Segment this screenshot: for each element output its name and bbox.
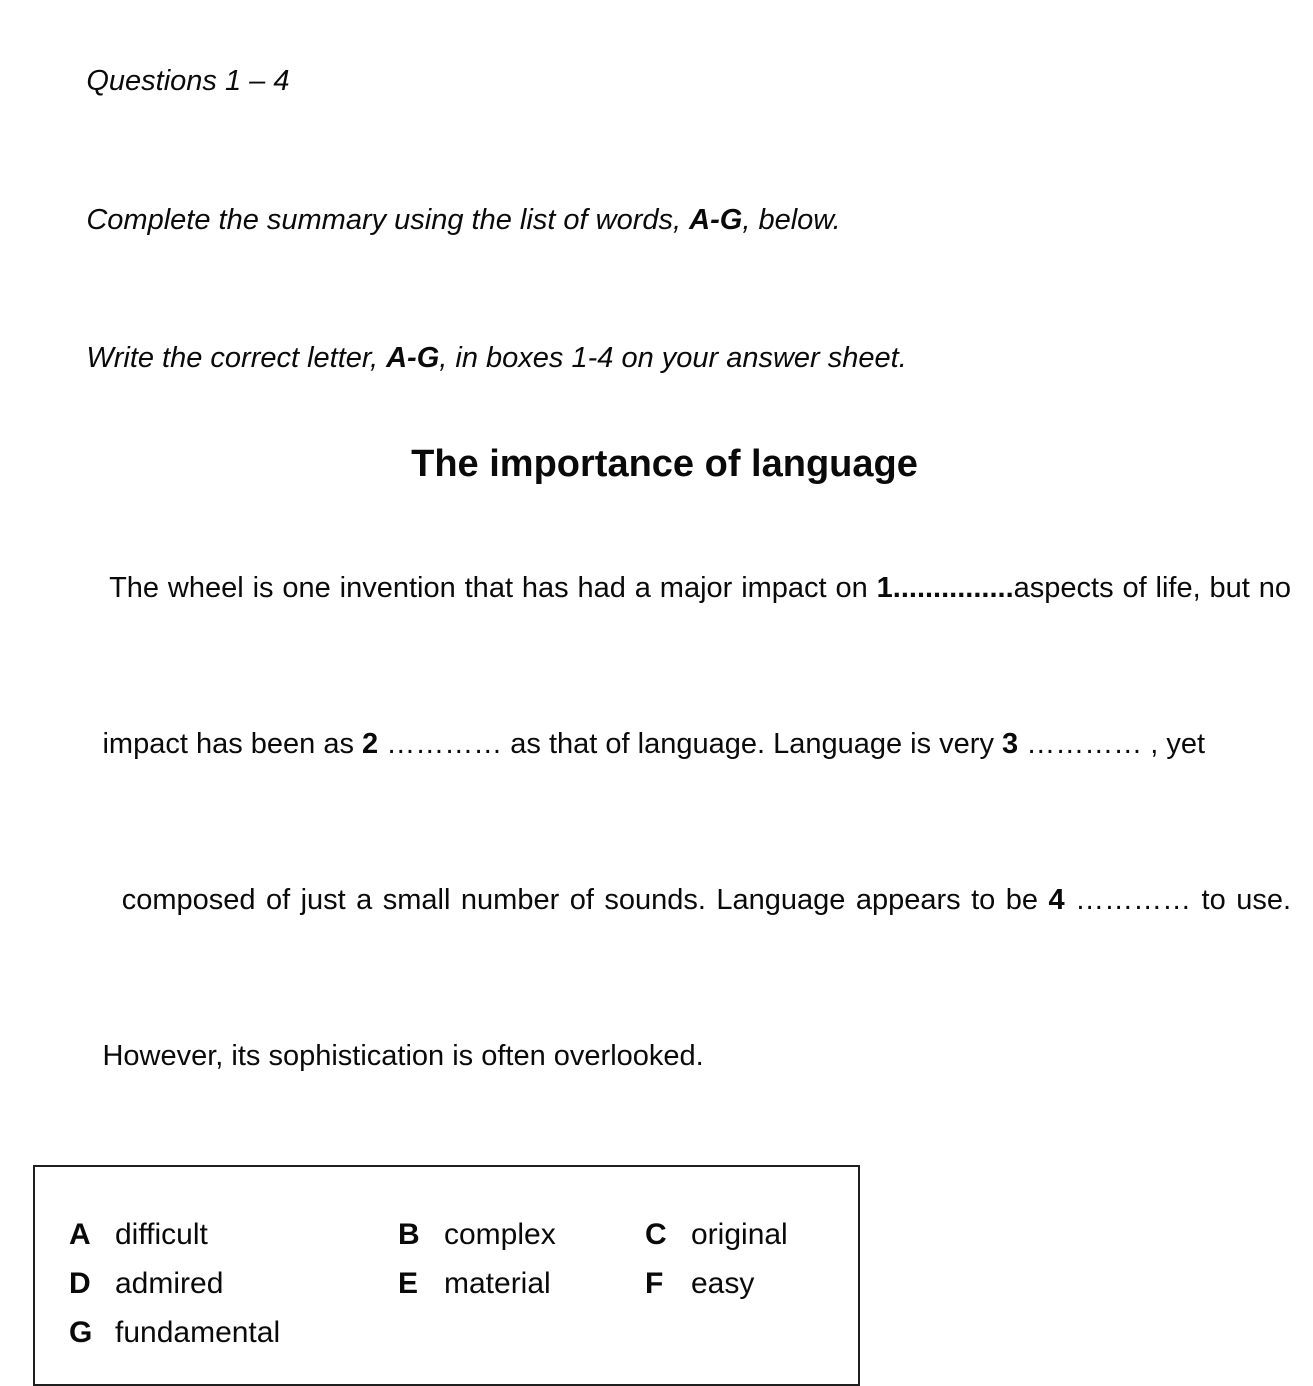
line1-text: The wheel is one invention that has had a major impact on	[109, 572, 877, 604]
option-letter: A	[69, 1218, 91, 1251]
option-word: material	[444, 1267, 551, 1300]
line3-text-end: ………… to use.	[1064, 884, 1292, 916]
word-option-f	[645, 1259, 858, 1308]
option-word: easy	[691, 1267, 755, 1300]
questions-range-heading	[38, 30, 1291, 132]
instruction-complete-summary	[38, 169, 1291, 271]
instruction-write-pre: Write the correct letter,	[86, 342, 387, 374]
question-section	[38, 30, 1291, 1386]
word-option-c	[645, 1210, 858, 1259]
option-letter: B	[398, 1218, 420, 1251]
instruction-complete-letter-range: A-G	[689, 204, 743, 236]
option-letter: D	[69, 1267, 91, 1300]
option-word: admired	[115, 1267, 224, 1300]
line2-text: impact has been as	[102, 728, 363, 760]
instruction-complete-post: , below.	[742, 204, 841, 236]
paragraph-line-2	[38, 666, 1291, 822]
paragraph-line-4	[38, 978, 1291, 1134]
option-letter: C	[645, 1218, 667, 1251]
line4-text: However, its sophistication is often overlooked.	[102, 1040, 704, 1072]
line1-text-end: aspects of life, but no	[1013, 572, 1291, 604]
blank-2: 2	[362, 728, 379, 760]
instruction-write-letter-range: A-G	[386, 342, 440, 374]
summary-paragraph	[38, 510, 1291, 1134]
word-option-d	[69, 1259, 398, 1308]
instruction-complete-pre: Complete the summary using the list of words,	[86, 204, 690, 236]
word-option-e	[398, 1259, 645, 1308]
option-word: fundamental	[115, 1316, 281, 1349]
word-option-g	[69, 1308, 398, 1357]
line3-text: composed of just a small number of sounds. Language appears to be	[121, 884, 1049, 916]
questions-range-text: Questions 1 – 4	[86, 65, 290, 97]
paragraph-line-1	[38, 510, 1291, 666]
line2-text-mid: ………… as that of language. Language is very	[378, 728, 1003, 760]
option-word: complex	[444, 1218, 556, 1251]
instruction-write-post: , in boxes 1-4 on your answer sheet.	[439, 342, 907, 374]
option-letter: E	[398, 1267, 419, 1300]
paragraph-line-3	[38, 822, 1291, 978]
summary-title: The importance of language	[411, 443, 918, 485]
option-letter: G	[69, 1316, 93, 1349]
option-letter: F	[645, 1267, 664, 1300]
word-list	[69, 1210, 858, 1357]
instruction-write-letter	[38, 307, 1291, 409]
blank-1: 1...............	[876, 572, 1014, 604]
word-option-a	[69, 1210, 398, 1259]
line2-text-end: ………… , yet	[1018, 728, 1206, 760]
blank-3: 3	[1002, 728, 1019, 760]
option-word: original	[691, 1218, 788, 1251]
word-option-b	[398, 1210, 645, 1259]
option-word: difficult	[115, 1218, 208, 1251]
word-list-box	[33, 1165, 860, 1386]
blank-4: 4	[1048, 884, 1065, 916]
